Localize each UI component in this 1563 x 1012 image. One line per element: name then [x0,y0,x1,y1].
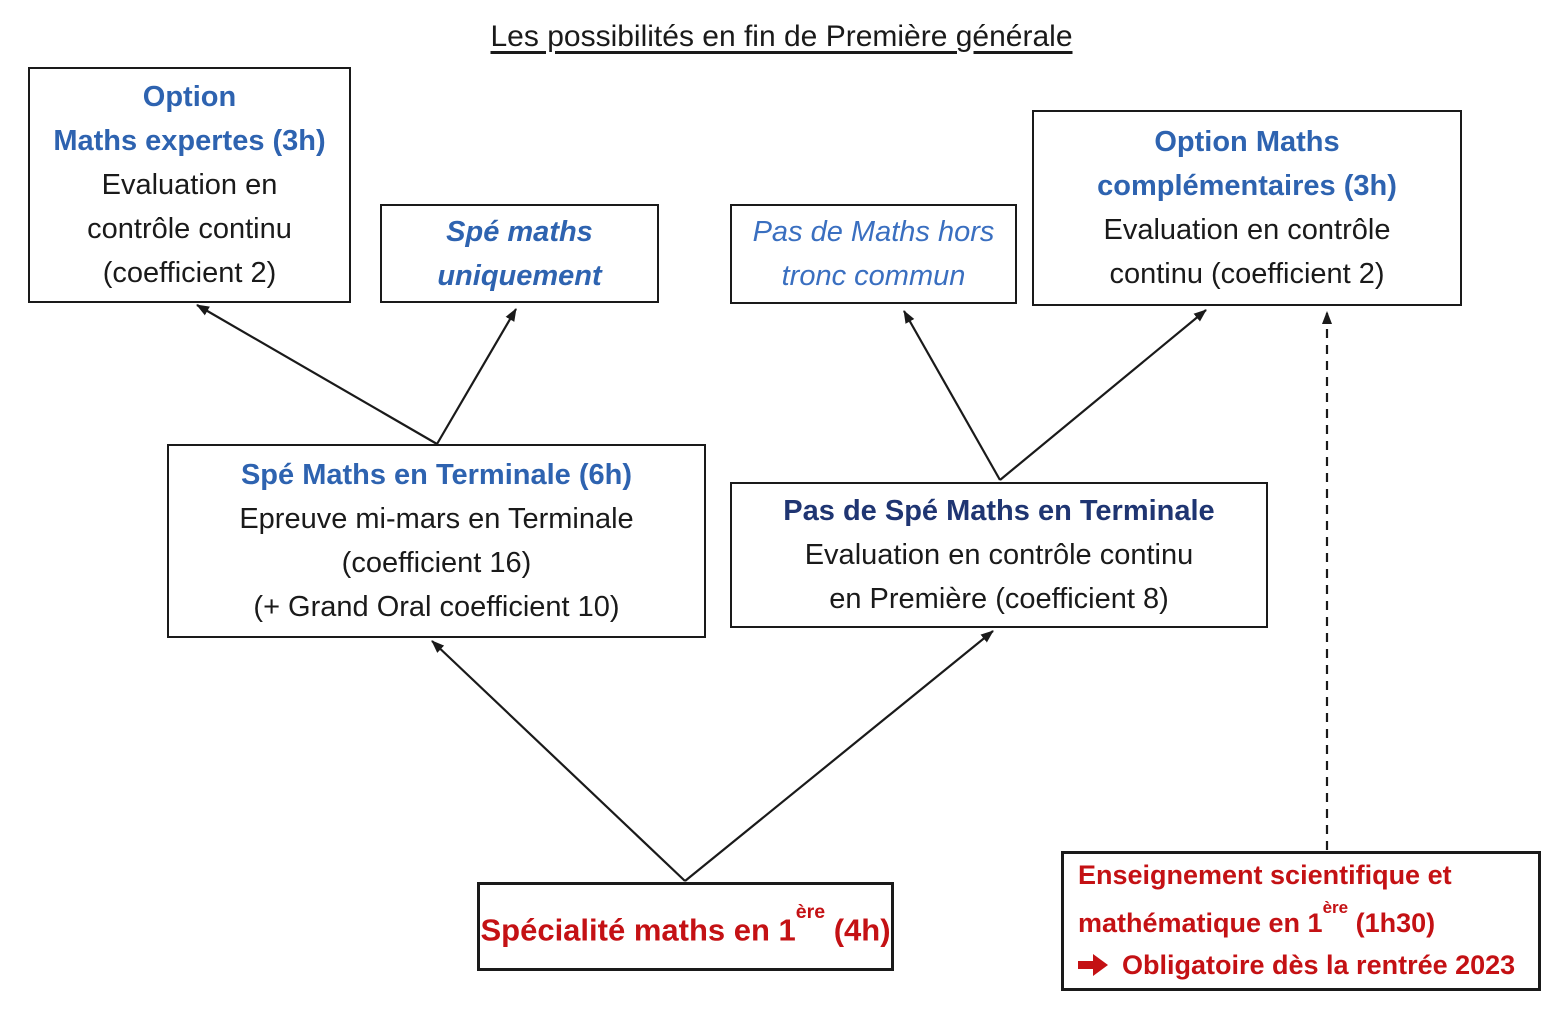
box-body-text: (+ Grand Oral coefficient 10) [253,591,620,623]
box-body-text: (1h30) [1348,908,1436,938]
box-spe-maths-uniquement [380,204,659,303]
box-body-text: (coefficient 16) [341,547,532,579]
connector-spe-terminale-to-maths-expertes [197,305,437,444]
box-heading: Maths expertes (3h) [53,125,326,157]
connector-specialite-to-spe-terminale [432,641,685,881]
box-body-text: Evaluation en [101,169,278,201]
box-body-text: mathématique en 1 [1078,908,1323,938]
box-heading: Pas de Maths hors [752,216,995,248]
connector-pas-spe-to-maths-complementaires [1000,310,1206,480]
box-option-maths-complementaires [1032,110,1462,306]
box-heading: Option [142,81,237,113]
box-body-text: en Première (coefficient 8) [829,583,1169,615]
box-body-text: (coefficient 2) [102,257,277,289]
connector-pas-spe-to-pas-maths-hors-tronc [904,311,1000,480]
superscript-ere: ère [1322,897,1349,917]
box-heading: Spé maths [446,215,593,248]
superscript-ere: ère [795,901,826,924]
box-body-text [1078,944,1515,988]
connector-specialite-to-pas-spe [685,631,993,881]
box-heading: Spé Maths en Terminale (6h) [240,459,633,491]
box-heading-text: Spécialité maths en 1 [480,912,796,948]
box-heading: Option Maths [1154,126,1340,158]
box-heading [480,901,890,952]
box-body-text: Evaluation en contrôle [1103,214,1391,246]
box-spe-maths-en-terminale [167,444,706,638]
connector-spe-terminale-to-spe-uniquement [437,309,516,444]
box-heading: complémentaires (3h) [1097,170,1397,202]
box-specialite-maths-premiere [477,882,894,971]
box-pas-de-maths-hors-tronc-commun [730,204,1017,304]
page-title: Les possibilités en fin de Première générale [490,20,1073,53]
box-body-text: contrôle continu [87,213,292,245]
box-body-text: Enseignement scientifique et [1078,860,1452,890]
right-arrow-icon [1078,946,1110,988]
box-body-text: continu (coefficient 2) [1109,258,1385,290]
box-pas-de-spe-maths-en-terminale [730,482,1268,628]
box-heading-text: (4h) [825,912,891,948]
box-body-text [1078,896,1435,944]
box-heading: tronc commun [781,260,966,292]
box-heading: uniquement [437,259,602,292]
box-enseignement-scientifique [1061,851,1541,991]
box-body-text: Evaluation en contrôle continu [804,539,1194,571]
box-body-text: Epreuve mi-mars en Terminale [239,503,634,535]
box-heading: Pas de Spé Maths en Terminale [783,495,1215,527]
box-option-maths-expertes [28,67,351,303]
box-body-text: Obligatoire dès la rentrée 2023 [1122,950,1516,980]
